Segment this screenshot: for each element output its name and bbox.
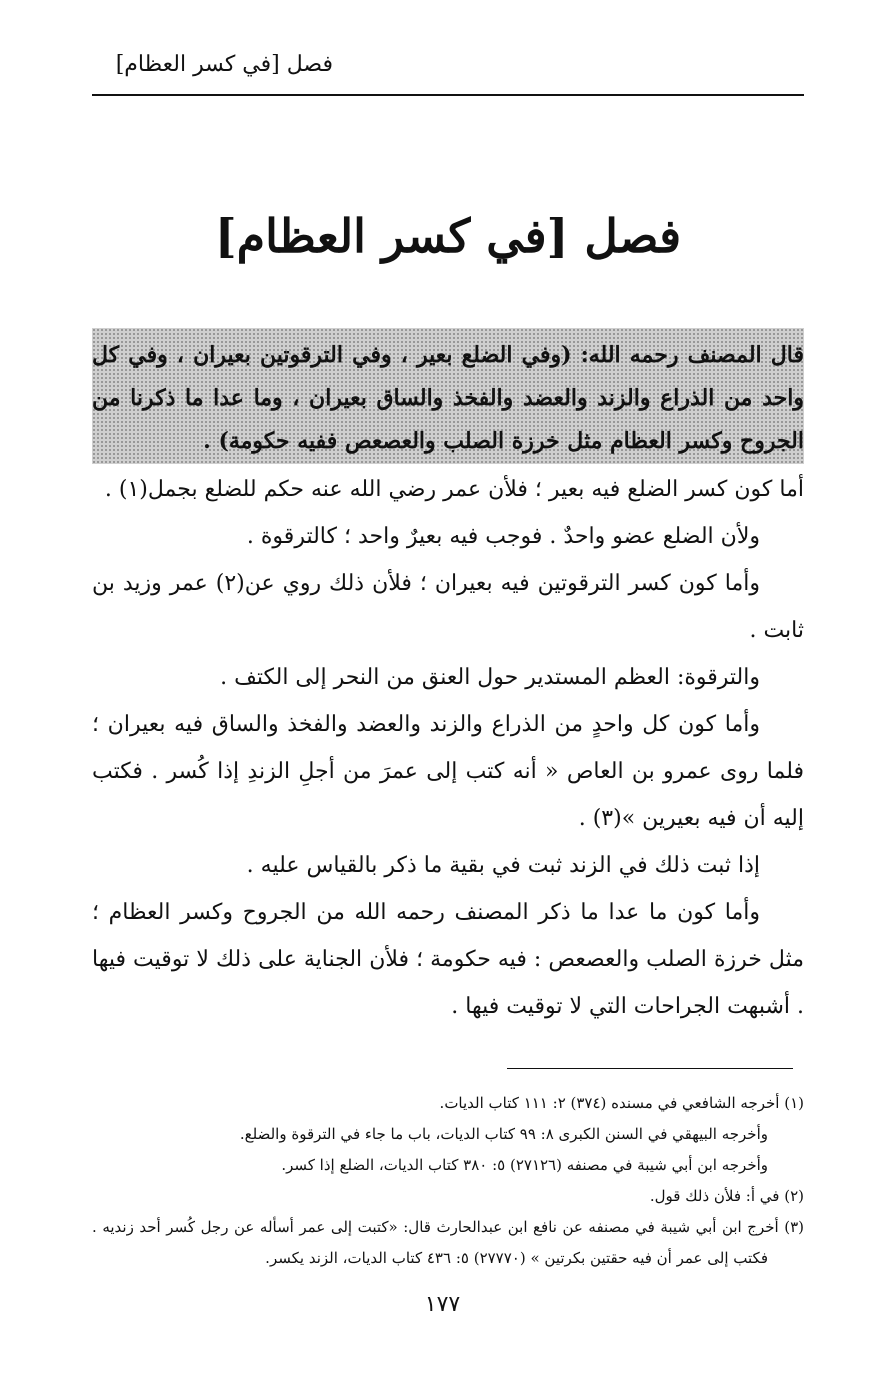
commentary-body <box>92 466 804 1030</box>
paragraph: إذا ثبت ذلك في الزند ثبت في بقية ما ذكر بالقياس عليه . <box>246 853 760 878</box>
chapter-title: فصل [في كسر العظام] <box>214 209 682 263</box>
paragraph: والترقوة: العظم المستدير حول العنق من النحر إلى الكتف . <box>220 665 760 690</box>
footnote: (١) أخرجه الشافعي في مسنده (٣٧٤) ٢: ١١١ كتاب الديات. <box>439 1094 804 1112</box>
footnote-continuation: وأخرجه البيهقي في السنن الكبرى ٨: ٩٩ كتاب الديات، باب ما جاء في الترقوة والضلع. <box>239 1125 768 1143</box>
footnote: (٢) في أ: فلأن ذلك قول. <box>649 1187 804 1205</box>
footnote: (٣) أخرج ابن أبي شيبة في مصنفه عن نافع ابن عبدالحارث قال: «كتبت إلى عمر أسأله عن رجل كُسر أحد زنديه . فكتب إلى عمر أن فيه حقتين بكرتين » (٢٧٧٧٠) ٥: ٤٣٦ كتاب الديات، الزند يكسر. <box>92 1218 804 1267</box>
page-number: ١٧٧ <box>424 1292 461 1317</box>
header-rule <box>92 94 804 96</box>
quoted-matn-block: قال المصنف رحمه الله: (وفي الضلع بعير ، وفي الترقوتين بعيران ، وفي كل واحد من الذراع والزند والعضد والفخذ والساق بعيران ، وما عدا ما ذكرنا من الجروح وكسر العظام مثل خرزة الصلب والعصعص ففيه حكومة) . <box>92 328 804 464</box>
footnote-continuation: وأخرجه ابن أبي شيبة في مصنفه (٢٧١٢٦) ٥: ٣٨٠ كتاب الديات، الضلع إذا كسر. <box>281 1156 768 1174</box>
paragraph: وأما كون ما عدا ما ذكر المصنف رحمه الله من الجروح وكسر العظام ؛ مثل خرزة الصلب والعصعص : فيه حكومة ؛ فلأن الجناية على ذلك لا توقيت فيها . أشبهت الجراحات التي لا توقيت فيها . <box>92 900 804 1019</box>
paragraph: وأما كون كسر الترقوتين فيه بعيران ؛ فلأن ذلك روي عن(٢) عمر وزيد بن ثابت . <box>92 571 804 643</box>
paragraph: وأما كون كل واحدٍ من الذراع والزند والعضد والفخذ والساق فيه بعيران ؛ فلما روى عمرو بن العاص « أنه كتب إلى عمرَ من أجلِ الزندِ إذا كُسر . فكتب إليه أن فيه بعيرين »(٣) . <box>92 712 804 831</box>
paragraph: ولأن الضلع عضو واحدٌ . فوجب فيه بعيرٌ واحد ؛ كالترقوة . <box>246 524 760 549</box>
paragraph: أما كون كسر الضلع فيه بعير ؛ فلأن عمر رضي الله عنه حكم للضلع بجمل(١) . <box>104 477 804 502</box>
footnote-separator <box>507 1068 793 1069</box>
running-header-title: فصل [في كسر العظام] <box>115 52 333 77</box>
footnotes <box>92 1088 804 1274</box>
